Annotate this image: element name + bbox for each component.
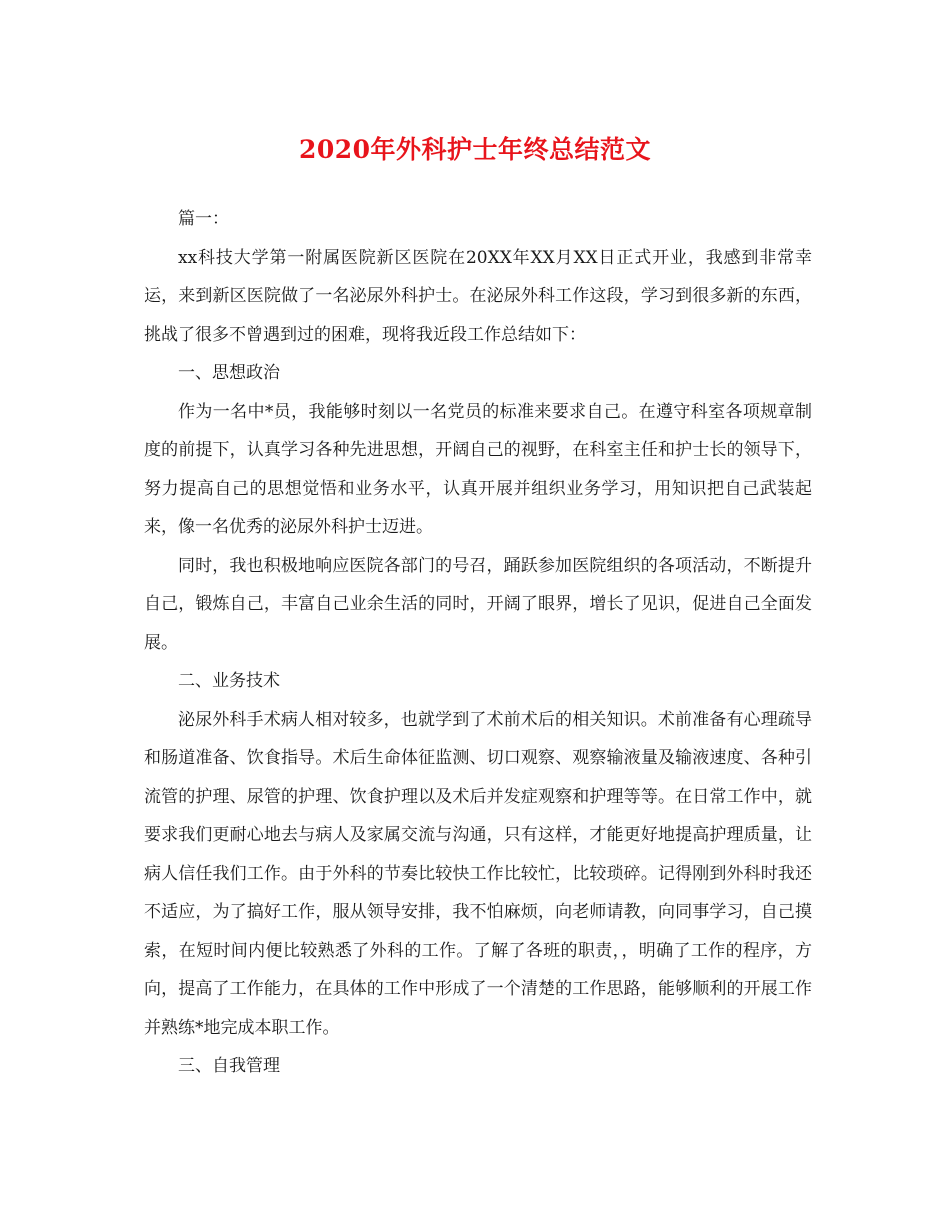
heading-skills: 二、业务技术 — [178, 671, 280, 691]
paragraph-skills: 泌尿外科手术病人相对较多，也就学到了术前术后的相关知识。术前准备有心理疏导和肠道准备、饮食指导。术后生命体征监测、切口观察、观察输液量及输液速度、各种引流管的护理、尿管的护理、饮食护理以及术后并发症观察和护理等等。在日常工作中，就要求我们更耐心地去与病人及家属交流与沟通，只有这样，才能更好地提高护理质量，让病人信任我们工作。由于外科的节奏比较快工作比较忙，比较琐碎。记得刚到外科时我还不适应，为了搞好工作，服从领导安排，我不怕麻烦，向老师请教，向同事学习，自己摸索，在短时间内便比较熟悉了外科的工作。了解了各班的职责，，明确了工作的程序，方向，提高了工作能力，在具体的工作中形成了一个清楚的工作思路，能够顺利的开展工作并熟练*地完成本职工作。 — [144, 709, 812, 1038]
paragraph-ideology-1: 作为一名中*员，我能够时刻以一名党员的标准来要求自己。在遵守科室各项规章制度的前提下，认真学习各种先进思想，开阔自己的视野，在科室主任和护士长的领导下，努力提高自己的思想觉悟和业务水平，认真开展并组织业务学习，用知识把自己武装起来，像一名优秀的泌尿外科护士迈进。 — [144, 401, 812, 537]
paragraph-ideology-2: 同时，我也积极地响应医院各部门的号召，踊跃参加医院组织的各项活动，不断提升自己，锻炼自己，丰富自己业余生活的同时，开阔了眼界，增长了见识，促进自己全面发展。 — [144, 555, 812, 653]
paragraph-intro: xx科技大学第一附属医院新区医院在20XX年XX月XX日正式开业，我感到非常幸运，来到新区医院做了一名泌尿外科护士。在泌尿外科工作这段，学习到很多新的东西，挑战了很多不曾遇到过的困难，现将我近段工作总结如下： — [144, 247, 812, 345]
paragraph-section-label: 篇一： — [178, 209, 229, 229]
heading-ideology: 一、思想政治 — [178, 363, 280, 383]
heading-self-management: 三、自我管理 — [178, 1056, 280, 1076]
document-title: 2020年外科护士年终总结范文 — [298, 135, 652, 164]
document-body — [144, 200, 812, 1086]
